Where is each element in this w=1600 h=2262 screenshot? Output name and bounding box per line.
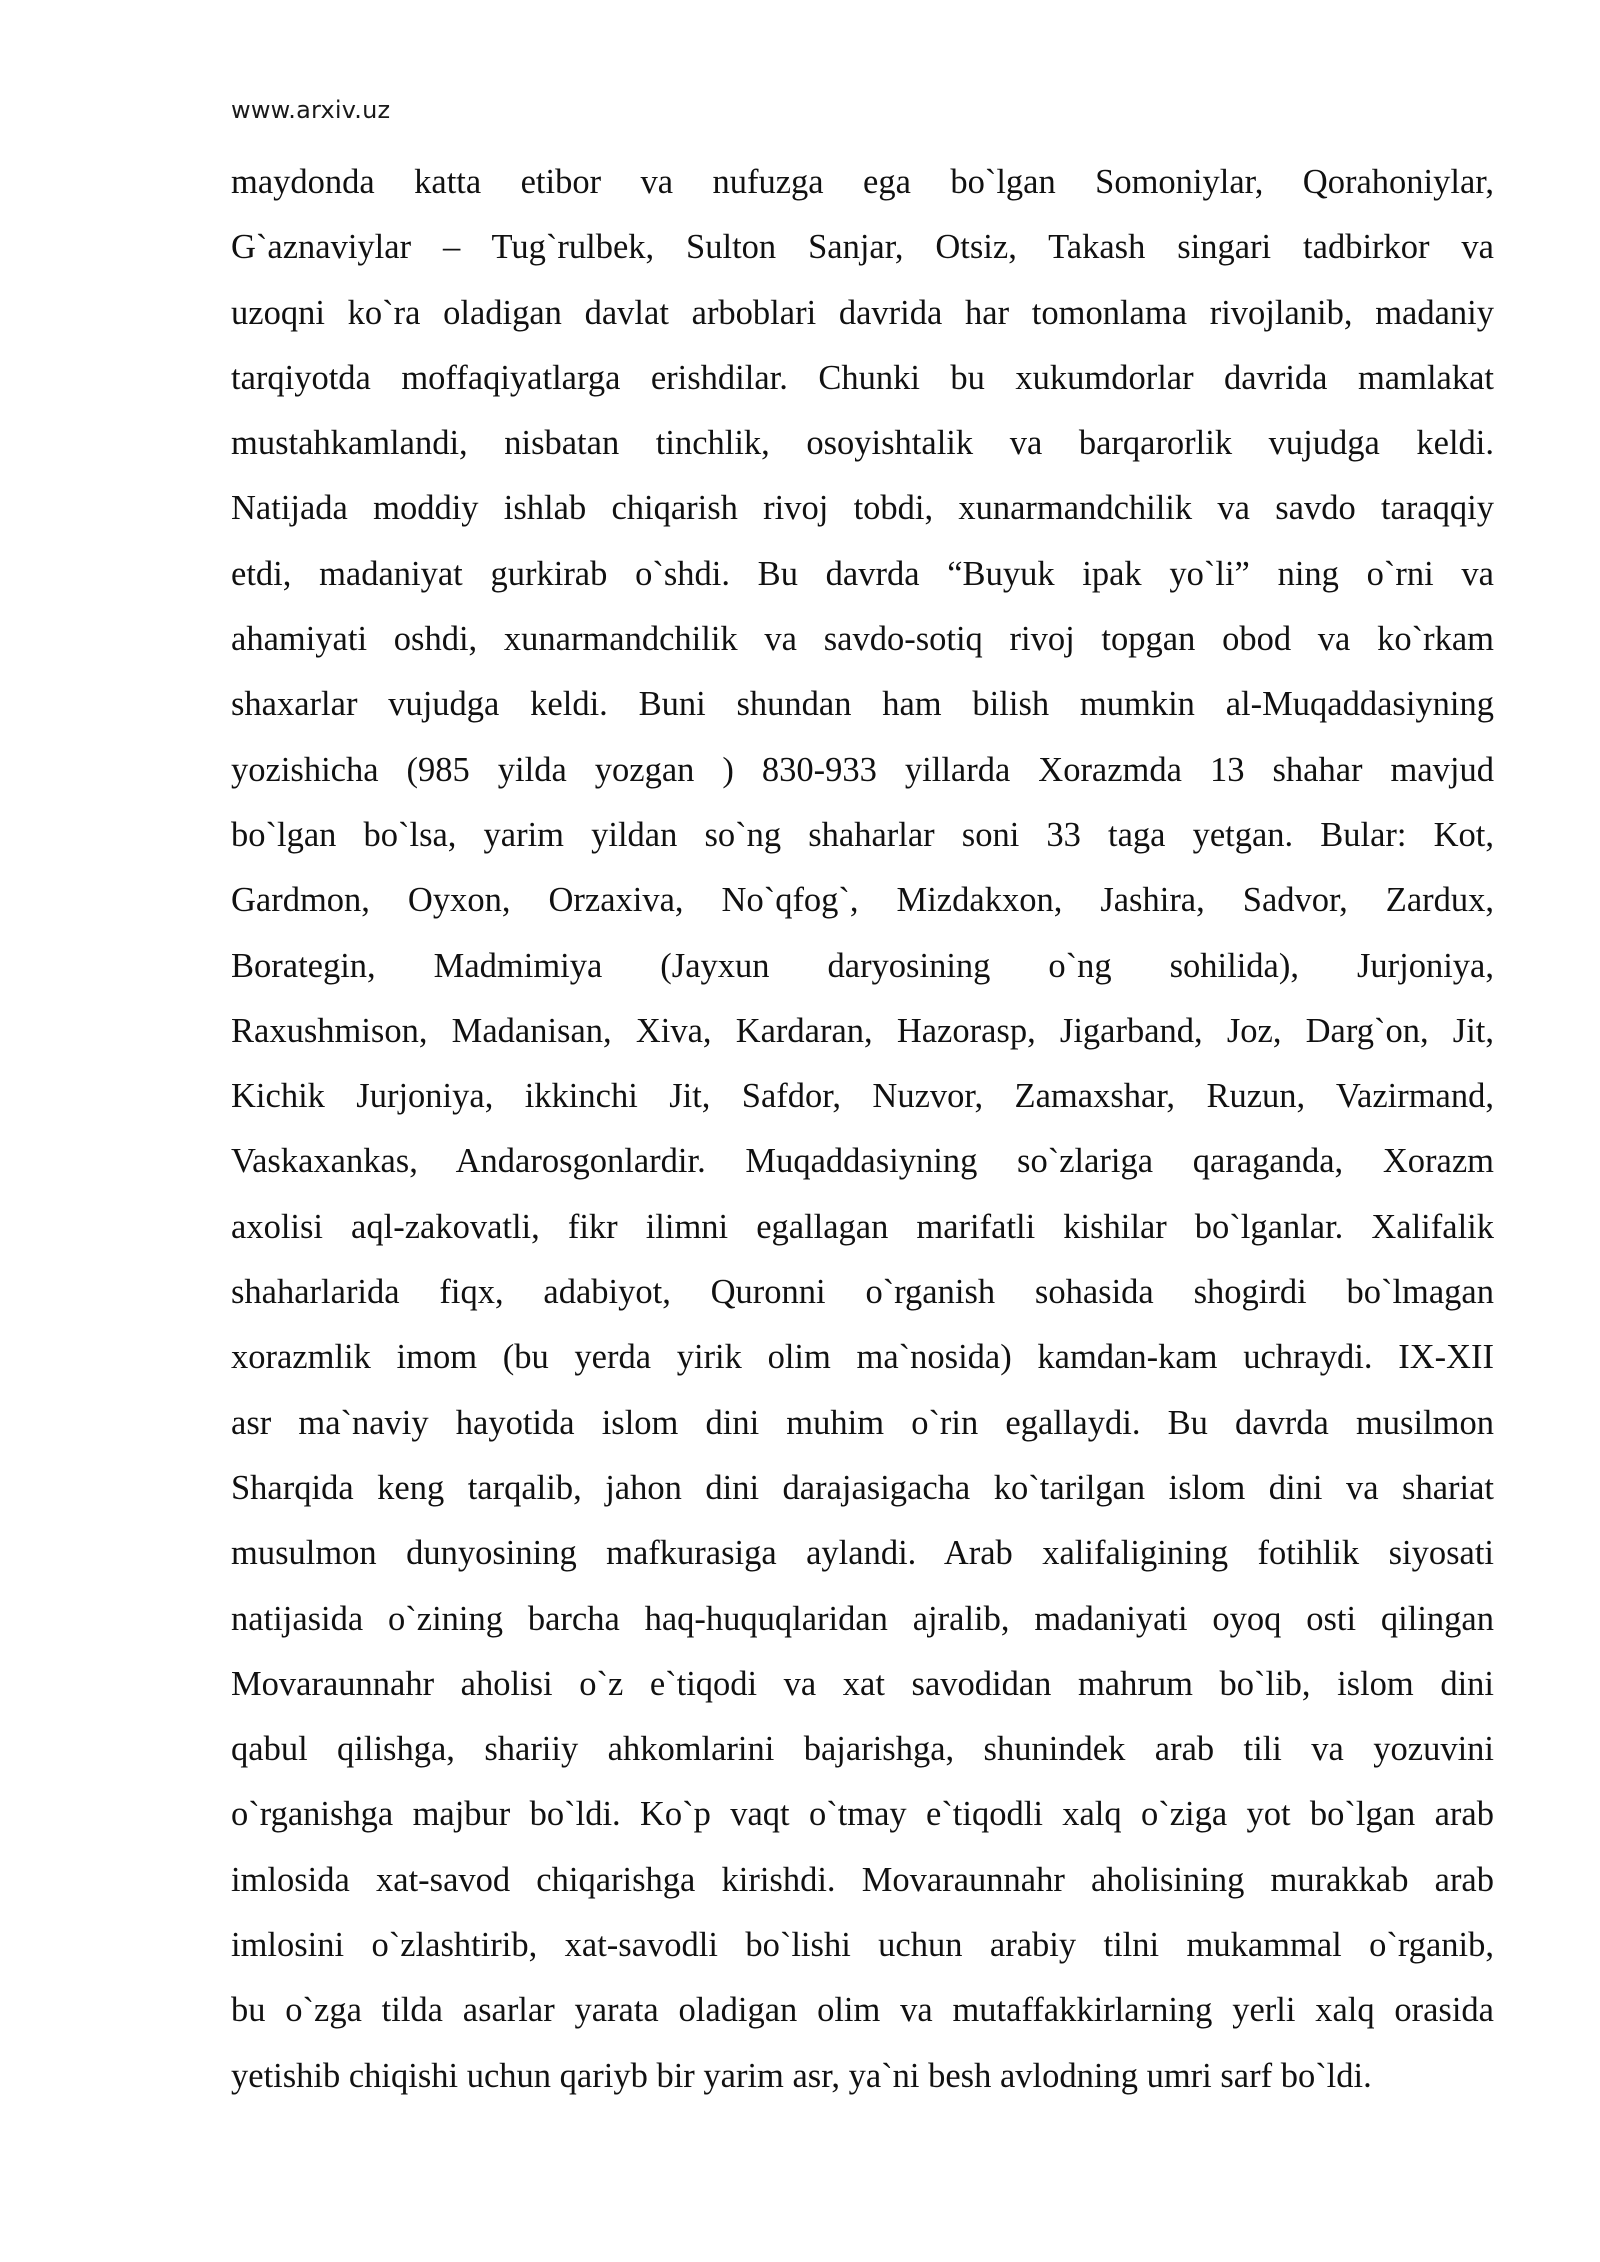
text-line: tarqiyotda moffaqiyatlarga erishdilar. Chunki bu xukumdorlar davrida mamlakat	[231, 358, 1494, 397]
text-line: Gardmon, Oyxon, Orzaxiva, No`qfog`, Mizdakxon, Jashira, Sadvor, Zardux,	[231, 881, 1494, 920]
text-line: o`rganishga majbur bo`ldi. Ko`p vaqt o`tmay e`tiqodli xalq o`ziga yot bo`lgan arab	[231, 1795, 1494, 1834]
text-line: axolisi aql-zakovatli, fikr ilimni egallagan marifatli kishilar bo`lganlar. Xalifalik	[231, 1207, 1494, 1246]
text-line: Natijada moddiy ishlab chiqarish rivoj tobdi, xunarmandchilik va savdo taraqqiy	[231, 489, 1494, 528]
text-line: Sharqida keng tarqalib, jahon dini darajasigacha ko`tarilgan islom dini va shariat	[231, 1468, 1494, 1507]
text-line: uzoqni ko`ra oladigan davlat arboblari davrida har tomonlama rivojlanib, madaniy	[231, 293, 1494, 332]
text-line: imlosini o`zlashtirib, xat-savodli bo`lishi uchun arabiy tilni mukammal o`rganib,	[231, 1926, 1494, 1965]
text-line: asr ma`naviy hayotida islom dini muhim o`rin egallaydi. Bu davrda musilmon	[231, 1403, 1494, 1442]
text-line: imlosida xat-savod chiqarishga kirishdi. Movaraunnahr aholisining murakkab arab	[231, 1860, 1494, 1899]
text-line: yetishib chiqishi uchun qariyb bir yarim asr, ya`ni besh avlodning umri sarf bo`ldi.	[231, 2056, 1372, 2095]
body-paragraph	[231, 150, 1494, 2109]
text-line: ahamiyati oshdi, xunarmandchilik va savdo-sotiq rivoj topgan obod va ko`rkam	[231, 620, 1494, 659]
text-line: yozishicha (985 yilda yozgan ) 830-933 yillarda Xorazmda 13 shahar mavjud	[231, 750, 1494, 789]
text-line: musulmon dunyosining mafkurasiga aylandi. Arab xalifaligining fotihlik siyosati	[231, 1534, 1494, 1573]
text-line: G`aznaviylar – Tug`rulbek, Sulton Sanjar, Otsiz, Takash singari tadbirkor va	[231, 228, 1494, 267]
text-line: etdi, madaniyat gurkirab o`shdi. Bu davrda “Buyuk ipak yo`li” ning o`rni va	[231, 554, 1494, 593]
text-line: natijasida o`zining barcha haq-huquqlaridan ajralib, madaniyati oyoq osti qilingan	[231, 1599, 1494, 1638]
text-line: shaxarlar vujudga keldi. Buni shundan ham bilish mumkin al-Muqaddasiyning	[231, 685, 1494, 724]
text-line: Kichik Jurjoniya, ikkinchi Jit, Safdor, Nuzvor, Zamaxshar, Ruzun, Vazirmand,	[231, 1077, 1494, 1116]
text-line: xorazmlik imom (bu yerda yirik olim ma`nosida) kamdan-kam uchraydi. IX-XII	[231, 1338, 1494, 1377]
site-watermark: www.arxiv.uz	[231, 96, 391, 124]
text-line: maydonda katta etibor va nufuzga ega bo`lgan Somoniylar, Qorahoniylar,	[231, 163, 1494, 201]
text-line: Borategin, Madmimiya (Jayxun daryosining o`ng sohilida), Jurjoniya,	[231, 946, 1494, 985]
text-line: Movaraunnahr aholisi o`z e`tiqodi va xat savodidan mahrum bo`lib, islom dini	[231, 1664, 1494, 1703]
text-line: Raxushmison, Madanisan, Xiva, Kardaran, Hazorasp, Jigarband, Joz, Darg`on, Jit,	[231, 1011, 1494, 1050]
text-line: bu o`zga tilda asarlar yarata oladigan olim va mutaffakkirlarning yerli xalq orasida	[231, 1991, 1494, 2030]
text-line: Vaskaxankas, Andarosgonlardir. Muqaddasiyning so`zlariga qaraganda, Xorazm	[231, 1142, 1494, 1181]
text-line: shaharlarida fiqx, adabiyot, Quronni o`rganish sohasida shogirdi bo`lmagan	[231, 1273, 1494, 1312]
text-line: bo`lgan bo`lsa, yarim yildan so`ng shaharlar soni 33 taga yetgan. Bular: Kot,	[231, 815, 1494, 854]
text-line: mustahkamlandi, nisbatan tinchlik, osoyishtalik va barqarorlik vujudga keldi.	[231, 424, 1494, 463]
text-line: qabul qilishga, shariiy ahkomlarini bajarishga, shunindek arab tili va yozuvini	[231, 1730, 1494, 1769]
